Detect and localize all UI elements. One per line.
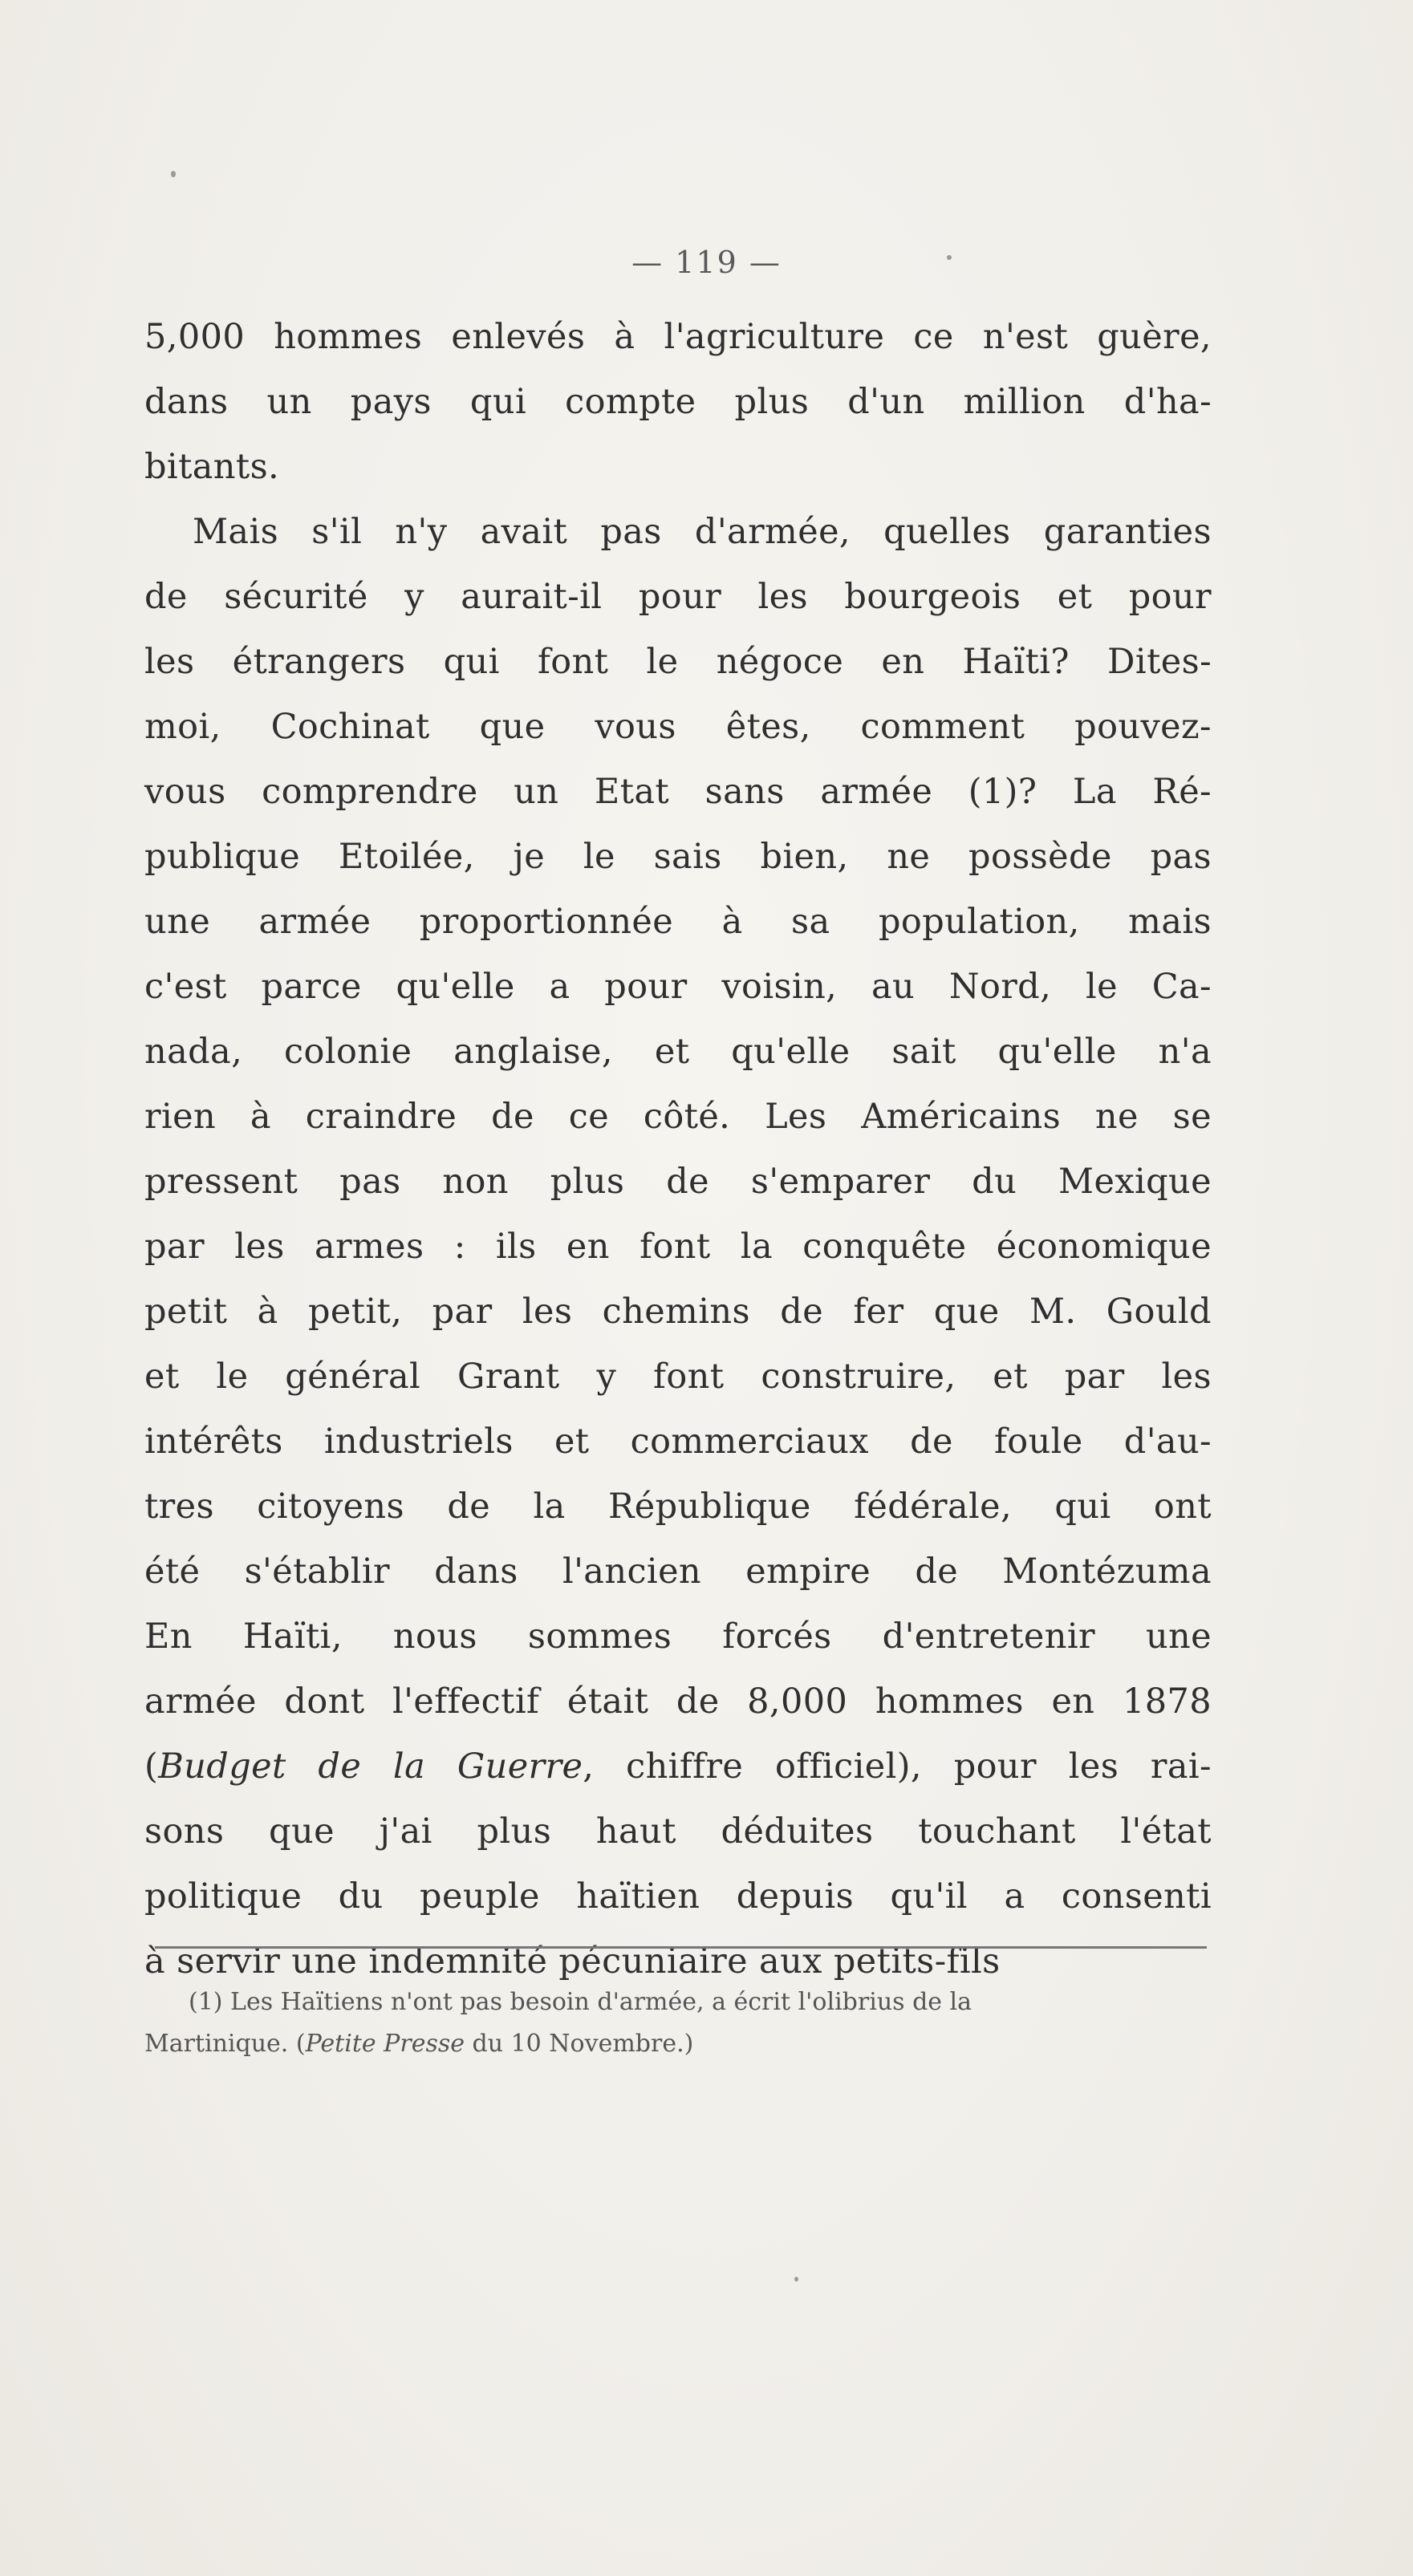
text-span: Mais s'il n'y avait pas d'armée, quelles garanties xyxy=(193,512,1212,552)
text-line xyxy=(144,305,1212,370)
text-line xyxy=(144,1020,1212,1085)
text-span: tres citoyens de la République fédérale, qui ont xyxy=(144,1487,1212,1527)
text-span: une armée proportionnée à sa population, mais xyxy=(144,902,1212,942)
text-span: politique du peuple haïtien depuis qu'il a consenti xyxy=(144,1876,1212,1917)
text-span: petit à petit, par les chemins de fer que M. Gould xyxy=(144,1292,1212,1332)
footnote-rule xyxy=(155,1946,1207,1949)
page-number: — 119 — xyxy=(631,245,782,280)
text-line xyxy=(144,1215,1212,1280)
footnote-line xyxy=(144,1982,1212,2023)
text-line xyxy=(144,1475,1212,1540)
text-line xyxy=(144,1410,1212,1475)
text-span: ( xyxy=(144,1746,159,1787)
text-span: et le général Grant y font construire, et par les xyxy=(144,1357,1212,1397)
text-line xyxy=(144,1669,1212,1734)
text-span: du 10 Novembre.) xyxy=(465,2030,694,2058)
text-span: dans un pays qui compte plus d'un million d'ha- xyxy=(144,382,1212,422)
text-span: Martinique. ( xyxy=(144,2030,306,2058)
text-line xyxy=(144,370,1212,435)
text-span: armée dont l'effectif était de 8,000 hommes en 1878 xyxy=(144,1681,1212,1722)
text-line xyxy=(144,630,1212,695)
text-line xyxy=(144,760,1212,825)
text-line xyxy=(144,435,1212,500)
paper-speck xyxy=(171,171,176,177)
text-line xyxy=(144,1150,1212,1215)
footnote xyxy=(144,1982,1212,2065)
text-span: été s'établir dans l'ancien empire de Montézuma xyxy=(144,1552,1212,1592)
text-span: vous comprendre un Etat sans armée (1)? La Ré- xyxy=(144,772,1212,812)
text-span: de sécurité y aurait-il pour les bourgeois et pour xyxy=(144,577,1212,617)
text-span: bitants. xyxy=(144,447,280,487)
text-line xyxy=(144,1604,1212,1669)
paper-speck xyxy=(794,2277,798,2282)
text-line xyxy=(144,825,1212,890)
text-line xyxy=(144,1734,1212,1799)
text-span: nada, colonie anglaise, et qu'elle sait qu'elle n'a xyxy=(144,1032,1212,1072)
text-line xyxy=(144,500,1212,565)
text-span: rien à craindre de ce côté. Les Américains ne se xyxy=(144,1097,1212,1137)
text-span: sons que j'ai plus haut déduites touchant l'état xyxy=(144,1811,1212,1852)
text-line xyxy=(144,1540,1212,1604)
text-span: c'est parce qu'elle a pour voisin, au Nord, le Ca- xyxy=(144,967,1212,1007)
body-text xyxy=(144,305,1212,1994)
text-span: 5,000 hommes enlevés à l'agriculture ce n'est guère, xyxy=(144,317,1212,357)
text-span: En Haïti, nous sommes forcés d'entretenir une xyxy=(144,1617,1212,1657)
text-span: les étrangers qui font le négoce en Haïti? Dites- xyxy=(144,642,1212,682)
text-span: à servir une indemnité pécuniaire aux petits-fils xyxy=(144,1941,1001,1982)
text-span: pressent pas non plus de s'emparer du Mexique xyxy=(144,1162,1212,1202)
text-span: (1) Les Haïtiens n'ont pas besoin d'armée, a écrit l'olibrius de la xyxy=(189,1988,972,2016)
footnote-line xyxy=(144,2023,1212,2065)
text-line xyxy=(144,1280,1212,1345)
text-line xyxy=(144,695,1212,760)
paper-speck xyxy=(947,255,952,260)
text-span: , chiffre officiel), pour les rai- xyxy=(583,1746,1212,1787)
text-line xyxy=(144,1085,1212,1150)
text-line xyxy=(144,955,1212,1020)
text-line xyxy=(144,565,1212,630)
text-line xyxy=(144,1864,1212,1929)
text-span: intérêts industriels et commerciaux de foule d'au- xyxy=(144,1422,1212,1462)
text-span: par les armes : ils en font la conquête économique xyxy=(144,1227,1212,1267)
text-span: publique Etoilée, je le sais bien, ne possède pas xyxy=(144,837,1212,877)
text-span: moi, Cochinat que vous êtes, comment pouvez- xyxy=(144,707,1212,747)
italic-text: Budget de la Guerre xyxy=(158,1746,583,1787)
text-line xyxy=(144,890,1212,955)
text-line xyxy=(144,1345,1212,1410)
text-line xyxy=(144,1799,1212,1864)
italic-text: Petite Presse xyxy=(305,2030,465,2058)
